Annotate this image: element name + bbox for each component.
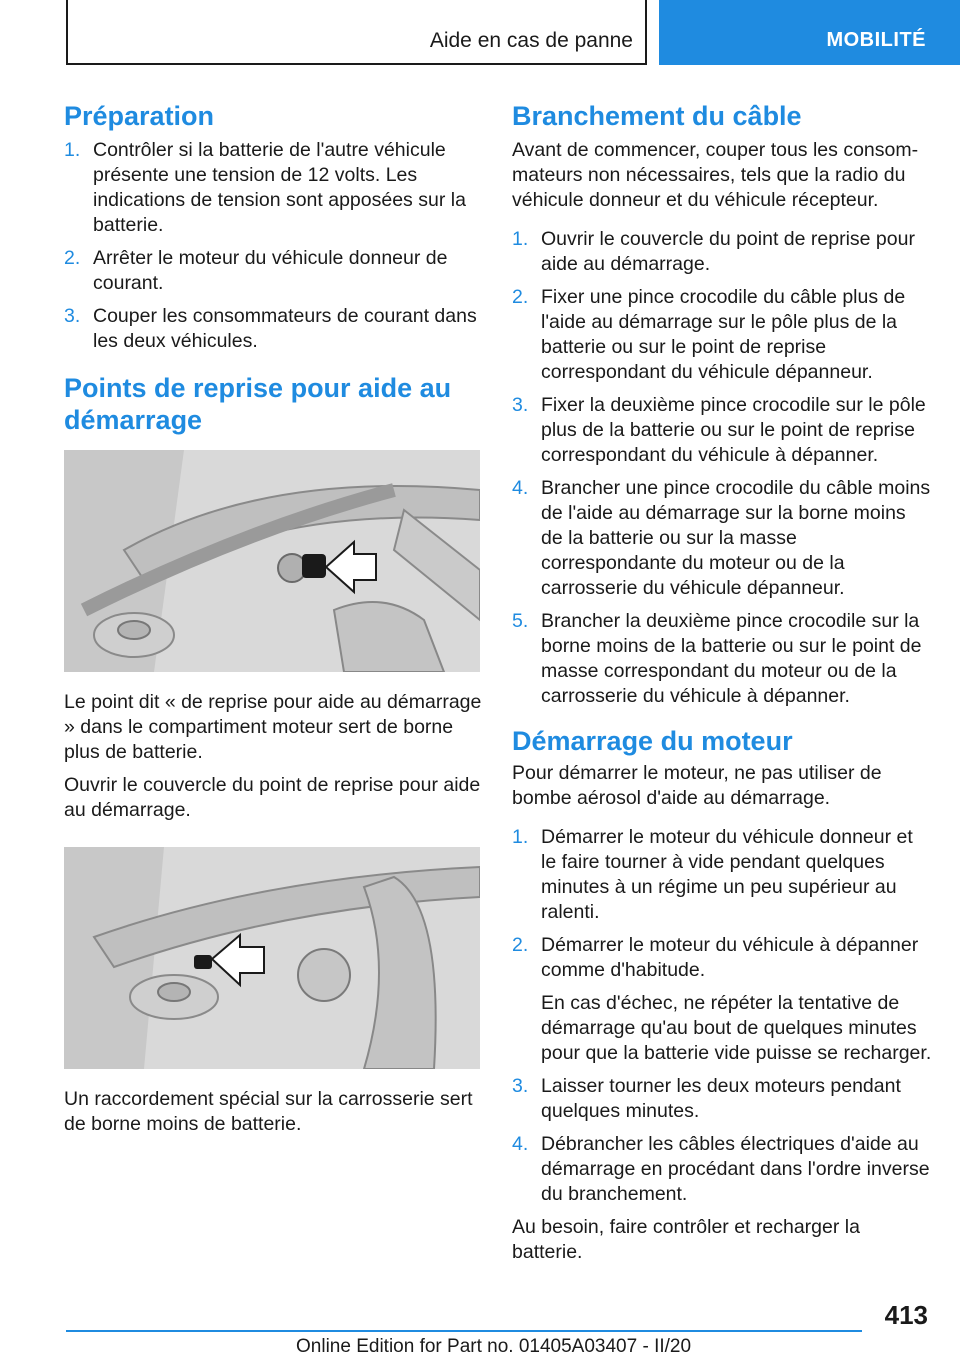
step-number: 2.	[64, 247, 81, 269]
cable-steps	[512, 227, 932, 709]
list-item	[512, 227, 932, 277]
step-note: En cas d'échec, ne répéter la tentative de démarrage qu'au bout de quelques minutes pour que la batterie vide puisse se recharger.	[541, 992, 932, 1064]
step-number: 4.	[512, 1133, 529, 1155]
list-item	[64, 138, 482, 238]
header-chapter-title: MOBILITÉ	[826, 29, 926, 51]
footer-edition: Online Edition for Part no. 01405A03407 - II/20	[296, 1336, 692, 1357]
step-text: Démarrer le moteur du véhicule à dépanner comme d'habitude.	[541, 934, 919, 981]
list-item	[512, 285, 932, 385]
engine-bay-photo-minus-terminal	[64, 847, 480, 1069]
step-text: Contrôler si la batterie de l'autre véhicule présente une tension de 12 volts. Les indications de tension sont apposées sur la batterie.	[93, 139, 466, 236]
list-item	[64, 304, 482, 354]
left-column	[64, 100, 482, 1145]
ground-point-caption: Un raccordement spécial sur la carrosserie sert de borne moins de batterie.	[64, 1088, 473, 1135]
step-text: Ouvrir le couvercle du point de reprise pour aide au démarrage.	[541, 228, 915, 275]
header-section-box	[66, 0, 647, 65]
step-text: Fixer une pince crocodile du câble plus de l'aide au démarrage sur le pôle plus de la batterie ou sur le point de reprise correspondant du véhicule dépanneur.	[541, 286, 906, 383]
step-text: Fixer la deuxième pince crocodile sur le pôle plus de la batterie ou sur le point de reprise correspondant du véhicule à dépanner.	[541, 394, 926, 466]
cable-heading: Branchement du câble	[512, 101, 802, 131]
list-item	[512, 1132, 932, 1207]
jump-points-heading: Points de reprise pour aide au démarrage	[64, 373, 452, 435]
header-section-title: Aide en cas de panne	[429, 29, 633, 52]
page-number: 413	[884, 1300, 928, 1330]
step-number: 4.	[512, 477, 529, 499]
list-item	[512, 933, 932, 1066]
jump-point-caption: Le point dit « de reprise pour aide au démarrage » dans le compartiment moteur sert de borne plus de batterie.	[64, 691, 482, 763]
list-item	[512, 393, 932, 468]
step-text: Brancher la deuxième pince crocodile sur la borne moins de la batterie ou sur le point de masse correspondant du moteur ou de la carrosserie du véhicule à dépanner.	[541, 610, 922, 707]
cable-intro: Avant de commencer, couper tous les consommateurs non nécessaires, tels que la radio du véhicule donneur et du véhicule récepteur.	[512, 139, 919, 211]
header-chapter-tab[interactable]	[659, 0, 960, 65]
step-number: 1.	[512, 228, 529, 250]
preparation-heading: Préparation	[64, 101, 215, 131]
step-text: Laisser tourner les deux moteurs pendant quelques minutes.	[541, 1075, 901, 1122]
step-number: 3.	[512, 394, 529, 416]
step-text: Brancher une pince crocodile du câble moins de l'aide au démarrage sur la borne moins de la batterie ou sur la masse correspondante du moteur ou de la carrosserie du véhicule dépanneur.	[541, 477, 931, 599]
step-number: 3.	[512, 1075, 529, 1097]
engine-start-outro: Au besoin, faire contrôler et recharger la batterie.	[512, 1216, 860, 1263]
engine-start-intro: Pour démarrer le moteur, ne pas utiliser de bombe aérosol d'aide au démarrage.	[512, 762, 882, 809]
preparation-steps	[64, 138, 482, 354]
step-number: 1.	[64, 139, 81, 161]
footer-divider	[66, 1330, 862, 1332]
list-item	[64, 246, 482, 296]
jump-point-open-caption: Ouvrir le couvercle du point de reprise pour aide au démarrage.	[64, 774, 481, 821]
right-column	[512, 100, 932, 1273]
step-text: Couper les consommateurs de courant dans les deux véhicules.	[93, 305, 477, 352]
step-number: 2.	[512, 286, 529, 308]
engine-start-steps	[512, 825, 932, 1207]
engine-bay-photo-plus-terminal	[64, 450, 480, 672]
step-text: Arrêter le moteur du véhicule donneur de courant.	[93, 247, 448, 294]
step-number: 1.	[512, 826, 529, 848]
list-item	[512, 825, 932, 925]
step-text: Démarrer le moteur du véhicule donneur et le faire tourner à vide pendant quelques minutes à un régime un peu supérieur au ralenti.	[541, 826, 913, 923]
engine-start-heading: Démarrage du moteur	[512, 726, 793, 756]
step-number: 2.	[512, 934, 529, 956]
list-item	[512, 476, 932, 601]
step-number: 5.	[512, 610, 529, 632]
list-item	[512, 1074, 932, 1124]
list-item	[512, 609, 932, 709]
step-number: 3.	[64, 305, 81, 327]
step-text: Débrancher les câbles électriques d'aide au démarrage en procédant dans l'ordre inverse du branchement.	[541, 1133, 930, 1205]
